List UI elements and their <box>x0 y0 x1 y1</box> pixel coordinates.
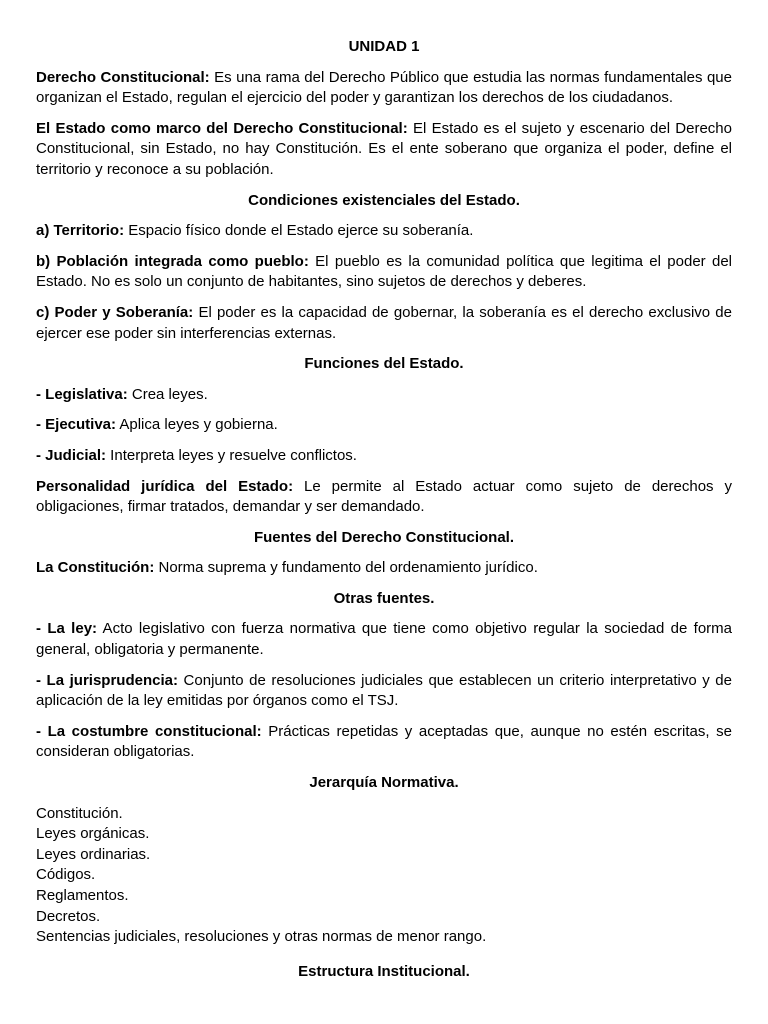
list-item: Leyes ordinarias. <box>36 845 151 863</box>
term-label: - La costumbre constitucional: <box>36 722 262 740</box>
paragraph-costumbre <box>36 722 732 763</box>
paragraph-ley <box>36 619 732 660</box>
list-item: Códigos. <box>36 866 96 884</box>
list-item: Decretos. <box>36 907 101 925</box>
section-heading-funciones: Funciones del Estado. <box>304 355 464 373</box>
term-label: - Legislativa: <box>36 385 128 403</box>
section-heading-fuentes: Fuentes del Derecho Constitucional. <box>253 528 515 546</box>
section-heading-otras-fuentes: Otras fuentes. <box>333 589 435 607</box>
paragraph-territorio <box>36 221 732 242</box>
paragraph-judicial <box>36 446 732 467</box>
term-text: Espacio físico donde el Estado ejerce su soberanía. <box>124 222 474 240</box>
term-text: Es una rama del Derecho Público que estudia las normas fundamentales que organizan el Estado, regulan el ejercicio del poder y garantizan los derechos de los ciudadanos. <box>36 68 732 107</box>
paragraph-personalidad-juridica <box>36 477 732 518</box>
paragraph-poder-soberania <box>36 303 732 344</box>
term-label: El Estado como marco del Derecho Constitucional: <box>36 119 408 137</box>
paragraph-constitucion <box>36 558 732 579</box>
term-text: Le permite al Estado actuar como sujeto de derechos y obligaciones, firmar tratados, demandar y ser demandado. <box>36 477 732 516</box>
paragraph-jurisprudencia <box>36 671 732 712</box>
term-label: Derecho Constitucional: <box>36 68 210 86</box>
term-text: Acto legislativo con fuerza normativa que tiene como objetivo regular la sociedad de forma general, obligatoria y permanente. <box>36 620 732 659</box>
section-heading-condiciones: Condiciones existenciales del Estado. <box>248 191 520 209</box>
term-label: - La ley: <box>36 620 98 638</box>
paragraph-poblacion <box>36 252 732 293</box>
jerarquia-list <box>36 804 732 948</box>
term-label: - La jurisprudencia: <box>36 671 178 689</box>
term-text: Conjunto de resoluciones judiciales que establecen un criterio interpretativo y de aplicación de la ley emitidas por órganos como el TSJ. <box>36 671 732 710</box>
term-label: b) Población integrada como pueblo: <box>36 252 309 270</box>
term-text: El pueblo es la comunidad política que legitima el poder del Estado. No es solo un conjunto de habitantes, sino sujetos de derechos y deberes. <box>36 252 733 291</box>
paragraph-legislativa <box>36 385 732 406</box>
document-title: UNIDAD 1 <box>348 38 420 55</box>
term-text: Prácticas repetidas y aceptadas que, aunque no estén escritas, se consideran obligatorias. <box>36 722 732 761</box>
term-text: Crea leyes. <box>127 385 208 403</box>
paragraph-derecho-constitucional <box>36 68 732 109</box>
term-label: c) Poder y Soberanía: <box>36 303 194 321</box>
term-label: La Constitución: <box>36 559 155 577</box>
term-label: a) Territorio: <box>36 222 125 240</box>
paragraph-estado-marco <box>36 119 732 181</box>
section-heading-estructura: Estructura Institucional. <box>298 962 470 980</box>
term-text: Norma suprema y fundamento del ordenamiento jurídico. <box>154 559 538 577</box>
list-item: Leyes orgánicas. <box>36 825 150 843</box>
list-item: Sentencias judiciales, resoluciones y otras normas de menor rango. <box>36 928 487 946</box>
term-text: Interpreta leyes y resuelve conflictos. <box>106 446 357 464</box>
term-text: Aplica leyes y gobierna. <box>116 416 278 434</box>
section-heading-jerarquia: Jerarquía Normativa. <box>309 774 459 792</box>
list-item: Reglamentos. <box>36 887 129 904</box>
paragraph-ejecutiva <box>36 415 732 436</box>
term-label: Personalidad jurídica del Estado: <box>36 477 294 495</box>
term-text: El poder es la capacidad de gobernar, la soberanía es el derecho exclusivo de ejercer ese poder sin interferencias externas. <box>36 303 732 342</box>
term-label: - Ejecutiva: <box>36 416 117 434</box>
list-item: Constitución. <box>36 804 123 822</box>
term-text: El Estado es el sujeto y escenario del Derecho Constitucional, sin Estado, no hay Constitución. Es el ente soberano que organiza el poder, define el territorio y reconoce a su población. <box>36 119 732 178</box>
term-label: - Judicial: <box>36 446 107 464</box>
